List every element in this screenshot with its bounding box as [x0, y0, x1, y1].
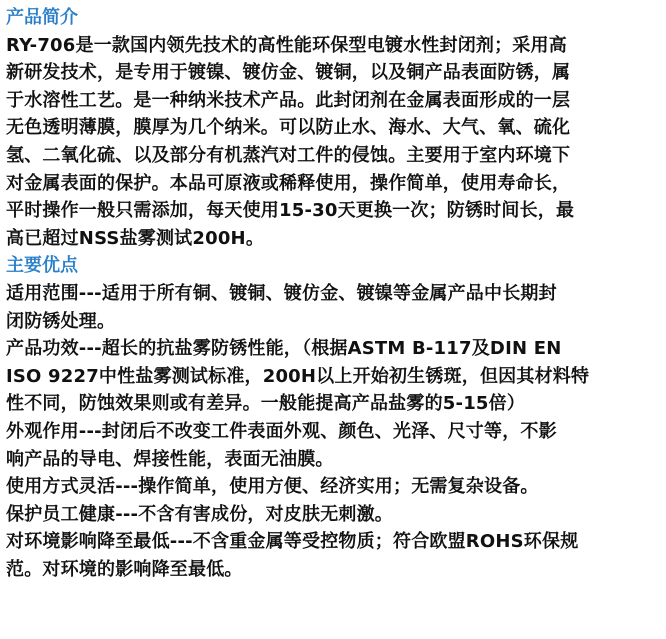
intro-line: 无色透明薄膜，膜厚为几个纳米。可以防止水、海水、大气、氧、硫化 — [6, 117, 571, 139]
advantage-item-appearance — [6, 418, 662, 473]
advantage-item-usage — [6, 473, 662, 501]
advantage-line: 产品功效---超长的抗盐雾防锈性能，（根据ASTM B-117及DIN EN — [6, 338, 562, 360]
advantage-line: 响产品的导电、焊接性能，表面无油膜。 — [6, 448, 334, 470]
intro-line: 氢、二氧化硫、以及部分有机蒸汽对工件的侵蚀。主要用于室内环境下 — [6, 144, 571, 166]
intro-paragraph — [6, 32, 662, 253]
intro-line: RY-706是一款国内领先技术的高性能环保型电镀水性封闭剂；采用高 — [6, 34, 567, 56]
advantage-line: ISO 9227中性盐雾测试标准，200H以上开始初生锈斑，但因其材料特 — [6, 365, 590, 387]
intro-line: 对金属表面的保护。本品可原液或稀释使用，操作简单，使用寿命长， — [6, 172, 571, 194]
advantage-item-efficacy — [6, 335, 662, 418]
advantage-line: 使用方式灵活---操作简单，使用方便、经济实用；无需复杂设备。 — [6, 476, 539, 498]
advantage-line: 外观作用---封闭后不改变工件表面外观、颜色、光泽、尺寸等，不影 — [6, 420, 557, 442]
advantage-item-environment — [6, 528, 662, 583]
advantage-line: 保护员工健康---不含有害成份，对皮肤无刺激。 — [6, 503, 394, 525]
section-heading-advantages: 主要优点 — [6, 255, 78, 277]
advantage-line: 性不同，防蚀效果则或有差异。一般能提高产品盐雾的5-15倍） — [6, 393, 526, 415]
document — [6, 4, 662, 583]
advantage-item-scope — [6, 280, 662, 335]
intro-line: 平时操作一般只需添加，每天使用15-30天更换一次；防锈时间长，最 — [6, 200, 575, 222]
advantage-line: 闭防锈处理。 — [6, 310, 116, 332]
intro-line: 高已超过NSS盐雾测试200H。 — [6, 227, 265, 249]
intro-line: 于水溶性工艺。是一种纳米技术产品。此封闭剂在金属表面形成的一层 — [6, 89, 571, 111]
intro-line: 新研发技术，是专用于镀镍、镀仿金、镀铜，以及铜产品表面防锈，属 — [6, 62, 571, 84]
section-heading-intro: 产品简介 — [6, 7, 78, 28]
advantage-line: 范。对环境的影响降至最低。 — [6, 558, 243, 580]
advantage-item-health — [6, 501, 662, 529]
advantage-line: 适用范围---适用于所有铜、镀铜、镀仿金、镀镍等金属产品中长期封 — [6, 282, 557, 304]
advantage-line: 对环境影响降至最低---不含重金属等受控物质；符合欧盟ROHS环保规 — [6, 531, 579, 553]
